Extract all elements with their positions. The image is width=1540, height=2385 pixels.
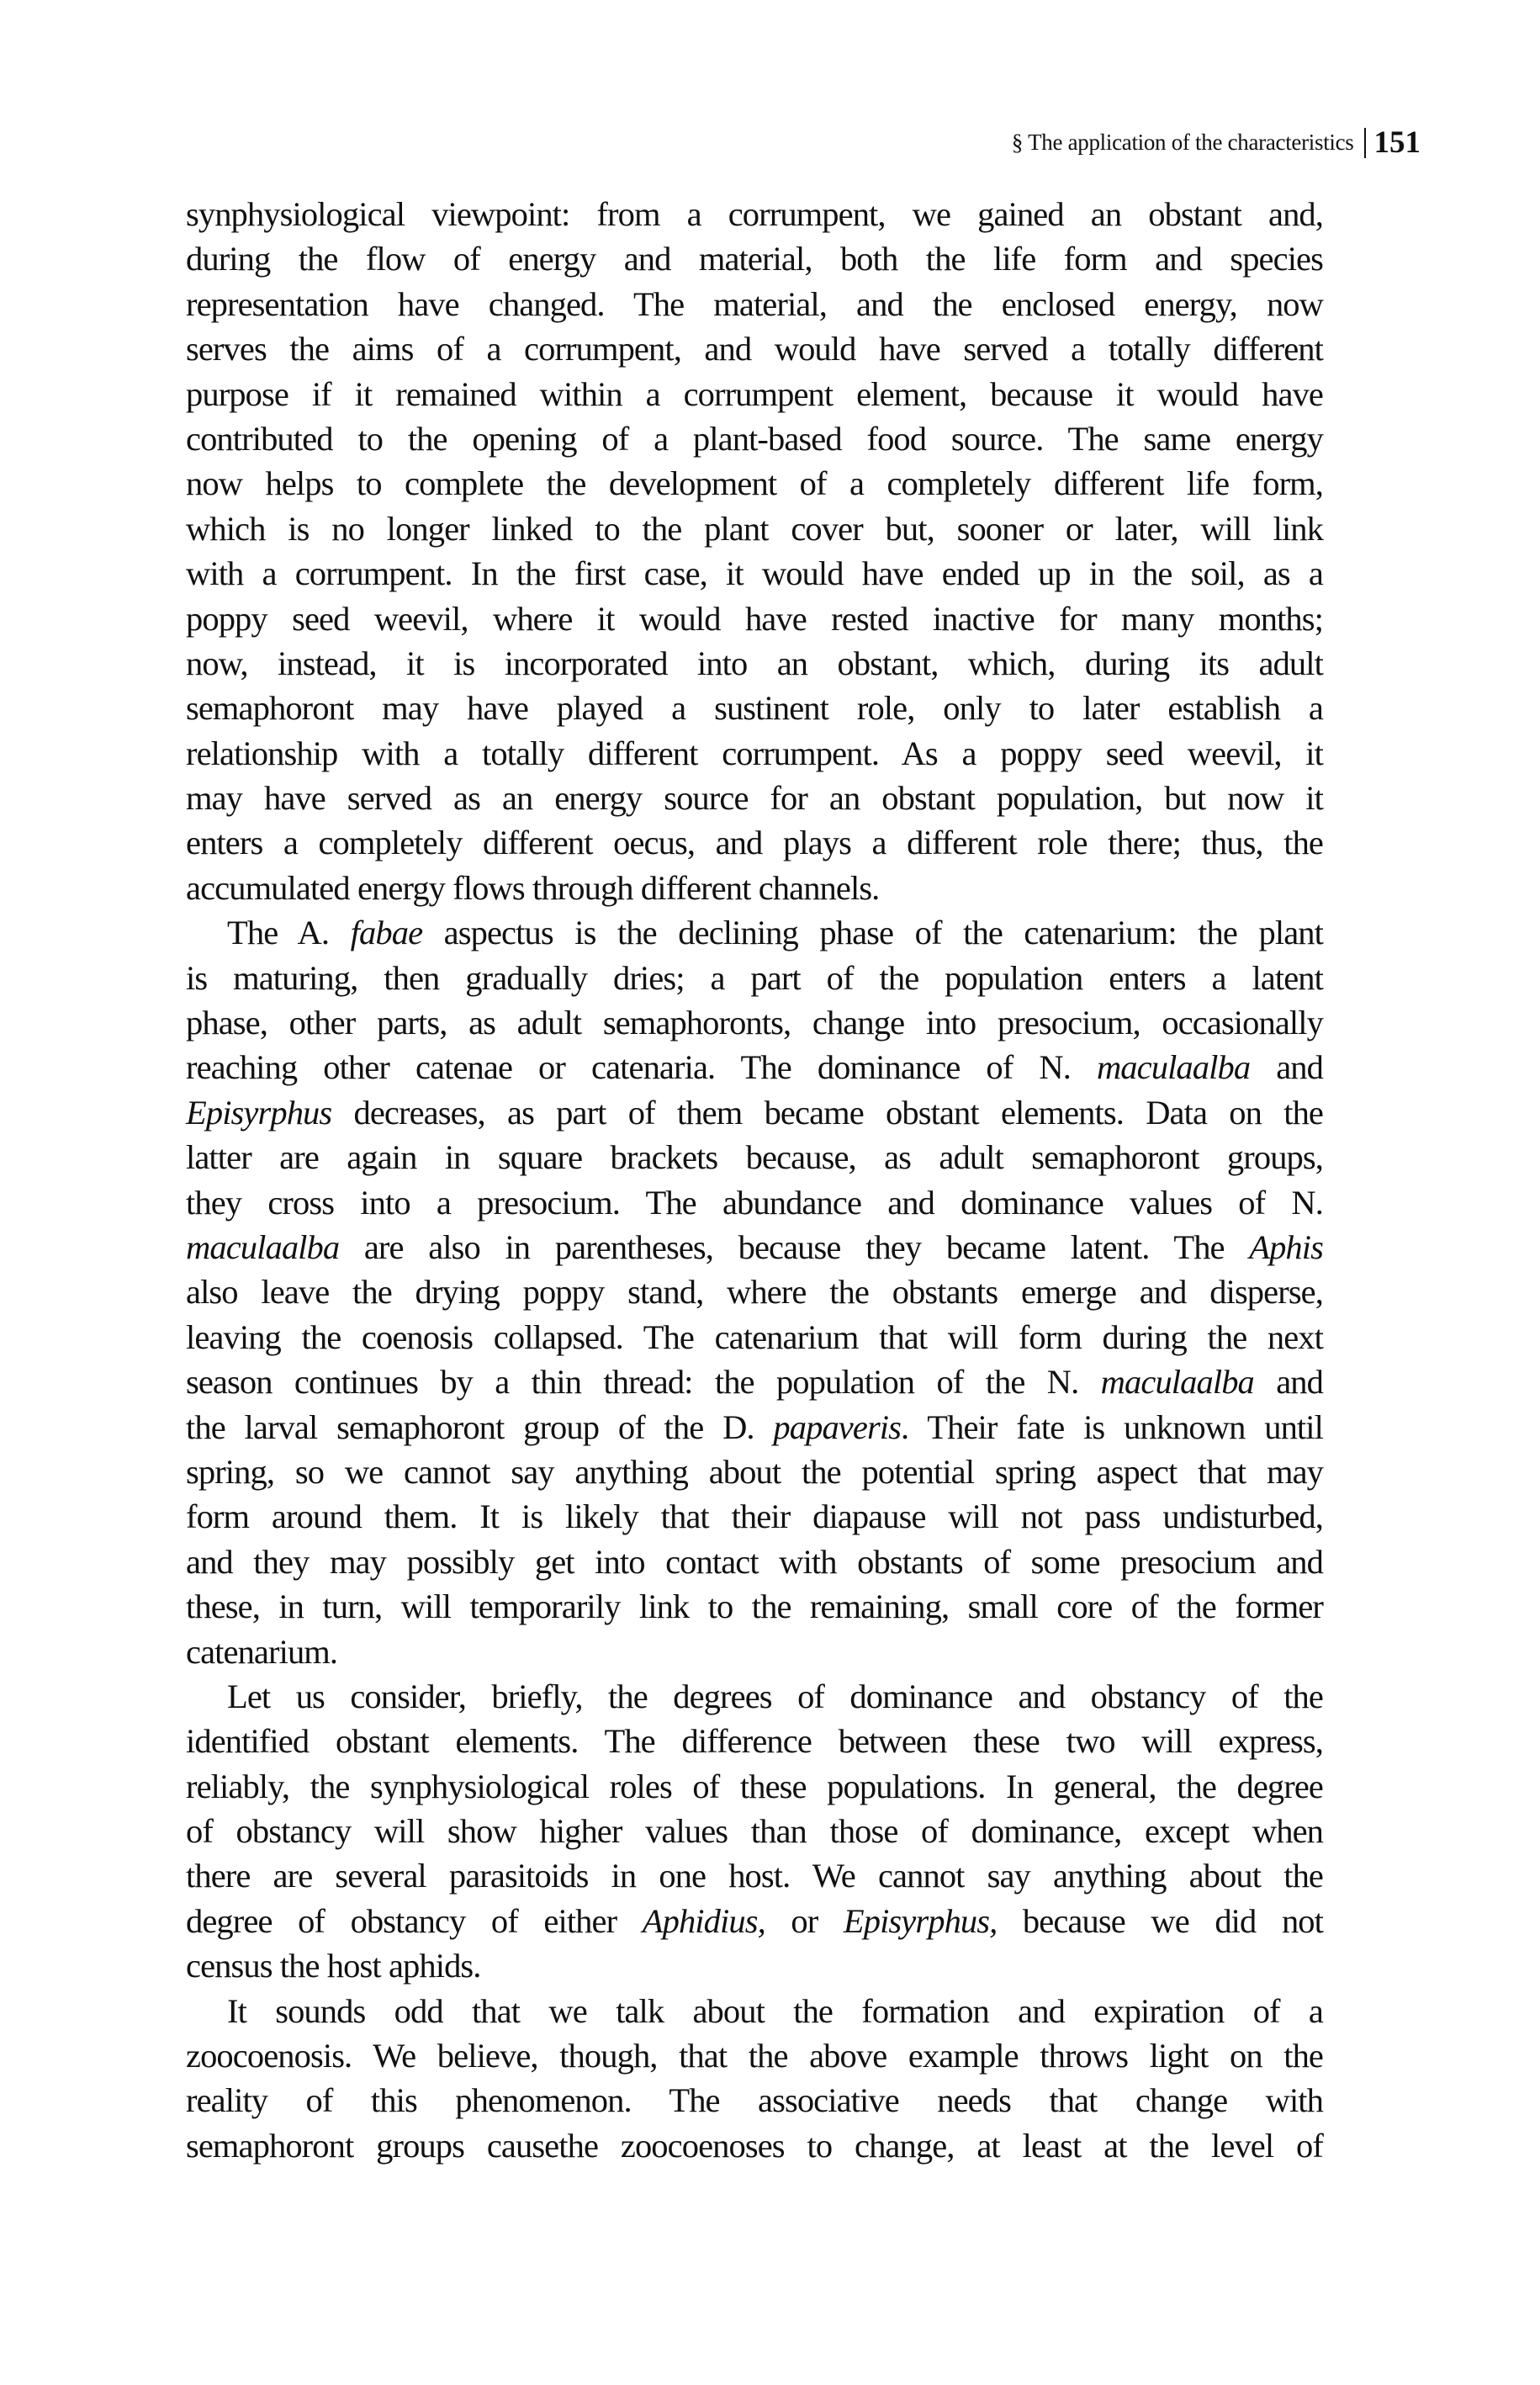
text-line	[186, 1674, 1323, 1719]
text-run: reaching other catenae or catenaria. The dominance of N.	[186, 1048, 1097, 1087]
text-line	[186, 1719, 1323, 1763]
text-run: also leave the drying poppy stand, where the obstants emerge and disperse,	[186, 1273, 1323, 1312]
text-line	[186, 1090, 1323, 1135]
text-run: latter are again in square brackets because, as adult semaphoront groups,	[186, 1138, 1323, 1177]
text-line	[186, 1989, 1323, 2033]
text-run: there are several parasitoids in one host. We cannot say anything about the	[186, 1857, 1323, 1895]
text-run: now helps to complete the development of a completely different life form,	[186, 464, 1323, 503]
text-run: . Their fate is unknown until	[901, 1407, 1323, 1446]
text-line	[186, 820, 1323, 865]
text-line	[186, 731, 1323, 776]
italic-term: fabae	[350, 914, 423, 952]
text-line	[186, 1225, 1323, 1269]
text-line	[186, 236, 1323, 281]
text-line	[186, 326, 1323, 371]
text-line	[186, 2033, 1323, 2078]
text-run: are also in parentheses, because they became latent. The	[339, 1227, 1250, 1266]
text-run: and	[1253, 1363, 1323, 1402]
text-line	[186, 461, 1323, 506]
italic-term: Episyrphus	[186, 1093, 332, 1132]
italic-term: maculaalba	[1100, 1363, 1254, 1402]
running-head-divider	[1364, 128, 1366, 158]
text-run: serves the aims of a corrumpent, and would have served a totally different	[186, 330, 1323, 368]
text-line	[186, 1180, 1323, 1225]
text-run: catenarium.	[186, 1632, 338, 1671]
text-line	[186, 1405, 1323, 1450]
text-line	[186, 1764, 1323, 1809]
text-run: aspectus is the declining phase of the catenarium: the plant	[422, 914, 1323, 952]
text-line	[186, 372, 1323, 416]
text-run: semaphoront groups causethe zoocoenoses to change, at least at the level of	[186, 2126, 1323, 2165]
text-run: during the flow of energy and material, both the life form and species	[186, 240, 1323, 278]
text-line	[186, 956, 1323, 1000]
text-line	[186, 866, 1323, 910]
text-run: these, in turn, will temporarily link to the remaining, small core of the former	[186, 1587, 1323, 1626]
text-run: leaving the coenosis collapsed. The catenarium that will form during the next	[186, 1317, 1323, 1356]
text-line	[186, 910, 1323, 955]
text-line	[186, 1540, 1323, 1584]
text-run: zoocoenosis. We believe, though, that the above example throws light on the	[186, 2037, 1323, 2075]
text-line	[186, 1630, 1323, 1674]
text-line	[186, 1000, 1323, 1045]
text-run: decreases, as part of them became obstant elements. Data on the	[331, 1093, 1323, 1132]
text-run: census the host aphids.	[186, 1947, 481, 1985]
text-line	[186, 551, 1323, 596]
text-line	[186, 1359, 1323, 1404]
text-run: identified obstant elements. The difference between these two will express,	[186, 1722, 1323, 1761]
text-run: of obstancy will show higher values than those of dominance, except when	[186, 1812, 1323, 1851]
text-run: The A.	[227, 914, 351, 952]
body-text	[186, 192, 1323, 2168]
italic-term: Episyrphus,	[843, 1901, 998, 1940]
text-line	[186, 1809, 1323, 1853]
text-line	[186, 1045, 1323, 1089]
text-run: they cross into a presocium. The abundance and dominance values of N.	[186, 1183, 1323, 1222]
text-run: reality of this phenomenon. The associative needs that change with	[186, 2081, 1323, 2120]
text-run: degree of obstancy of either	[186, 1901, 643, 1940]
text-run: and they may possibly get into contact with obstants of some presocium and	[186, 1542, 1323, 1581]
text-run: It sounds odd that we talk about the formation and expiration of a	[227, 1991, 1323, 2030]
text-line	[186, 416, 1323, 461]
text-run: poppy seed weevil, where it would have rested inactive for many months;	[186, 599, 1323, 638]
text-run: season continues by a thin thread: the population of the N.	[186, 1363, 1101, 1402]
text-line	[186, 2078, 1323, 2123]
text-run: accumulated energy flows through different channels.	[186, 868, 880, 907]
text-line	[186, 641, 1323, 686]
text-run: and	[1250, 1048, 1323, 1087]
text-run: relationship with a totally different corrumpent. As a poppy seed weevil, it	[186, 734, 1323, 772]
text-line	[186, 506, 1323, 551]
text-line	[186, 1943, 1323, 1988]
text-run: contributed to the opening of a plant-based food source. The same energy	[186, 419, 1323, 458]
text-line	[186, 686, 1323, 730]
italic-term: Aphidius,	[642, 1901, 765, 1940]
text-run: reliably, the synphysiological roles of these populations. In general, the degree	[186, 1767, 1323, 1805]
text-line	[186, 1450, 1323, 1494]
text-run: Let us consider, briefly, the degrees of dominance and obstancy of the	[227, 1677, 1323, 1715]
text-run: representation have changed. The material, and the enclosed energy, now	[186, 284, 1323, 323]
italic-term: maculaalba	[186, 1227, 340, 1266]
text-run: may have served as an energy source for an obstant population, but now it	[186, 779, 1323, 818]
text-run: enters a completely different oecus, and plays a different role there; thus, the	[186, 824, 1323, 862]
text-line	[186, 2123, 1323, 2168]
text-run: form around them. It is likely that their diapause will not pass undisturbed,	[186, 1497, 1323, 1536]
italic-term: papaveris	[773, 1407, 902, 1446]
text-line	[186, 192, 1323, 236]
text-line	[186, 1135, 1323, 1179]
text-line	[186, 596, 1323, 641]
text-line	[186, 1853, 1323, 1898]
text-run: synphysiological viewpoint: from a corrumpent, we gained an obstant and,	[186, 195, 1323, 233]
text-run: purpose if it remained within a corrumpent element, because it would have	[186, 374, 1323, 413]
text-line	[186, 1269, 1323, 1314]
text-line	[186, 1584, 1323, 1629]
text-line	[186, 282, 1323, 326]
running-head-title: § The application of the characteristics	[1011, 130, 1354, 155]
text-run: is maturing, then gradually dries; a part of the population enters a latent	[186, 958, 1323, 997]
text-line	[186, 1494, 1323, 1539]
italic-term: Aphis	[1249, 1227, 1323, 1266]
text-run: spring, so we cannot say anything about the potential spring aspect that may	[186, 1452, 1323, 1491]
text-run: with a corrumpent. In the first case, it would have ended up in the soil, as a	[186, 554, 1323, 593]
text-run: phase, other parts, as adult semaphoronts, change into presocium, occasionally	[186, 1004, 1323, 1042]
text-run: which is no longer linked to the plant cover but, sooner or later, will link	[186, 509, 1323, 548]
text-run: the larval semaphoront group of the D.	[186, 1407, 774, 1446]
text-run: semaphoront may have played a sustinent role, only to later establish a	[186, 689, 1323, 728]
text-run: because we did not	[997, 1901, 1324, 1940]
page-number: 151	[1373, 125, 1421, 160]
text-run: now, instead, it is incorporated into an obstant, which, during its adult	[186, 644, 1323, 682]
text-line	[186, 776, 1323, 820]
text-line	[186, 1315, 1323, 1359]
italic-term: maculaalba	[1096, 1048, 1251, 1087]
text-line	[186, 1899, 1323, 1943]
text-run: or	[765, 1901, 844, 1940]
